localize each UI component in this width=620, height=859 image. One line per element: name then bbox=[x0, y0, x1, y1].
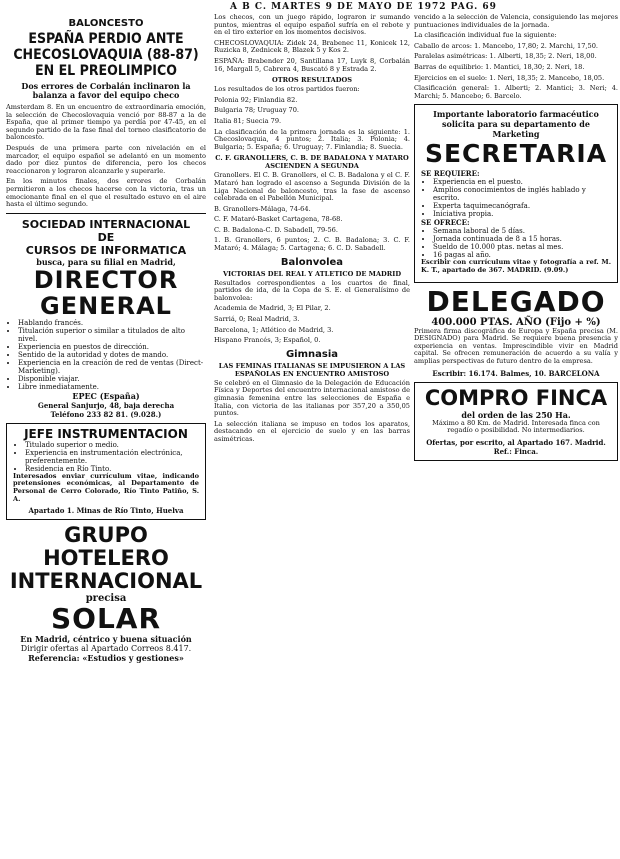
paragraph: En los minutos finales, dos errores de Corbalán permitieron a los checos hacerse con la victoria, tras un emocionante final en el que el resultado estuvo en el aire hasta el último segundo. bbox=[6, 177, 206, 209]
subheading: VICTORIAS DEL REAL Y ATLETICO DE MADRID bbox=[222, 269, 402, 278]
subheading: C. F. GRANOLLERS, C. B. DE BADALONA Y MATARO ASCIENDEN A SEGUNDA bbox=[215, 154, 409, 171]
list-item: • Titulación superior o similar a titulados de alto nivel. bbox=[18, 327, 206, 343]
ad-title: CURSOS DE INFORMATICA bbox=[25, 243, 187, 257]
ad-line: Marketing bbox=[492, 129, 540, 140]
ad-list bbox=[421, 227, 611, 259]
paragraph: Barras de equilibrio: 1. Mantici, 18,30; 2. Neri, 18. bbox=[414, 62, 585, 71]
ad-big: DELEGADO bbox=[426, 284, 606, 318]
ad-address: General Sanjurjo, 48, baja derecha bbox=[37, 400, 175, 410]
list-item: • Experiencia en la creación de red de ventas (Direct-Marketing). bbox=[18, 359, 206, 375]
ad-hotelero bbox=[6, 524, 206, 663]
ad-text: Escribir con currículum vitae y fotografía a ref. M. K. T., apartado de 367. MADRID. (9.09.) bbox=[421, 258, 611, 274]
deck: Dos errores de Corbalán inclinaron la balanza a favor del equipo checo bbox=[21, 81, 191, 100]
ad-line: Importante laboratorio farmacéutico bbox=[433, 109, 599, 120]
ad-big: SOLAR bbox=[50, 602, 162, 636]
ad-delegado bbox=[414, 284, 618, 378]
ad-phone: Teléfono 233 82 81. (9.028.) bbox=[50, 409, 162, 419]
list-item: • Libre inmediatamente. bbox=[18, 383, 206, 391]
ad-big: DIRECTOR GENERAL bbox=[33, 265, 179, 320]
ad-line: GRUPO HOTELERO bbox=[43, 523, 169, 571]
list-item: • 16 pagas al año. bbox=[433, 251, 611, 259]
ad-address: Apartado 1. Minas de Río Tinto, Huelva bbox=[28, 506, 184, 516]
ad-compro-finca bbox=[414, 382, 618, 461]
ad-text: Interesados enviar currículum vitae, indicando pretensiones económicas, al Departamento de Personal de Cerro Colorado, Río Tinto Patiño, S. A. bbox=[13, 471, 199, 503]
page-header: A B C. MARTES 9 DE MAYO DE 1972 PAG. 69 bbox=[230, 2, 497, 12]
list-item: • Experiencia en el puesto. bbox=[433, 178, 611, 186]
list-item: • Sueldo de 10.000 ptas. netas al mes. bbox=[433, 243, 611, 251]
ad-secretaria bbox=[414, 104, 618, 282]
ad-line: Referencia: «Estudios y gestiones» bbox=[28, 653, 184, 664]
ad-text: Primera firma discográfica de Europa y España precisa (M. DESIGNADO) para Madrid. Se requiere buena presencia y experiencia en ventas. Imprescindible vivir en Madrid capital. Se ofrecen remuneración de acuerdo a su valía y amplias perspectivas de futuro dentro de la empresa. bbox=[414, 326, 618, 365]
column-1 bbox=[6, 14, 206, 859]
list-item: • Disponible viajar. bbox=[18, 375, 206, 383]
paragraph: La clasificación de la primera jornada es la siguiente: 1. Checoslovaquia, 4 puntos; 2. Italia; 3. Polonia; 4. Bulgaria; 5. España; 6. Uruguay; 7. Finlandia; 8. Suecia. bbox=[214, 127, 410, 151]
paragraph: La clasificación individual fue la siguiente: bbox=[414, 31, 557, 40]
list-item: • Experiencia en instrumentación electrónica, preferentemente. bbox=[25, 449, 199, 465]
paragraph: Barcelona, 1; Atlético de Madrid, 3. bbox=[214, 325, 334, 334]
divider bbox=[6, 213, 206, 214]
paragraph: Se celebró en el Gimnasio de la Delegación de Educación Física y Deportes del encuentro internacional amistoso de gimnasia femenina entre las selecciones de España e Italia, con victoria de las italianas por 357,20 a 350,05 puntos. bbox=[214, 378, 410, 418]
paragraph: Los resultados de los otros partidos fueron: bbox=[214, 85, 360, 94]
ad-address: Escribir: 16.174. Balmes, 10. BARCELONA bbox=[432, 368, 600, 378]
paragraph: Academia de Madrid, 3; El Pilar, 2. bbox=[214, 304, 331, 313]
column-2 bbox=[214, 14, 410, 859]
section-title: Gimnasia bbox=[285, 348, 339, 360]
ad-line: solicita para su departamento de bbox=[442, 119, 590, 130]
paragraph: Polonia 92; Finlandia 82. bbox=[214, 95, 298, 104]
ad-line: busca, para su filial en Madrid, bbox=[36, 256, 176, 267]
paragraph: Granollers. El C. B. Granollers, el C. B. Badalona y el C. F. Mataró han logrado el ascenso a Segunda División de la Liga Nacional de baloncesto, tras la fase de ascenso celebrada en el Pabellón Municipal. bbox=[214, 171, 410, 203]
ad-text: Máximo a 80 Km. de Madrid. Interesada finca con regadío o posibilidad. No intermediarios. bbox=[432, 418, 600, 435]
list-item: • Hablando francés. bbox=[18, 319, 206, 327]
ad-subheading: SE OFRECE: bbox=[421, 218, 470, 228]
list-item: • Amplios conocimientos de inglés hablado y escrito. bbox=[433, 186, 611, 202]
paragraph: B. Granollers-Málaga, 74-64. bbox=[214, 204, 311, 213]
ad-line: del orden de las 250 Ha. bbox=[461, 409, 571, 420]
paragraph: C. F. Mataró-Basket Cartagena, 78-68. bbox=[214, 215, 343, 224]
paragraph: Paralelas asimétricas: 1. Alberti, 18,35; 2. Neri, 18,00. bbox=[414, 52, 597, 61]
list-item: • Sentido de la autoridad y dotes de mando. bbox=[18, 351, 206, 359]
section-title: BALONCESTO bbox=[68, 18, 144, 29]
ad-list bbox=[13, 441, 199, 473]
paragraph: CHECOSLOVAQUIA: Zidek 24, Brabenec 11, Konicek 12, Ruzicka 8, Zednicek 8, Blazek 5 y Kos 2. bbox=[214, 38, 410, 55]
ad-line: precisa bbox=[85, 593, 127, 605]
ad-line: En Madrid, céntrico y buena situación bbox=[20, 634, 192, 645]
list-item: • Semana laboral de 5 días. bbox=[433, 227, 611, 235]
paragraph: Hispano Francés, 3; Español, 0. bbox=[214, 336, 321, 345]
ad-informatica bbox=[6, 218, 206, 419]
paragraph: vencido a la selección de Valencia, consiguiendo las mejores puntuaciones individuales de la jornada. bbox=[414, 14, 618, 29]
paragraph: Los checos, con un juego rápido, lograron ir sumando puntos, mientras el equipo español sufría en el rebote y en el tiro exterior en los momentos decisivos. bbox=[214, 14, 410, 37]
section-title: Balonvolea bbox=[280, 256, 344, 268]
ad-list bbox=[6, 319, 206, 391]
ad-line: 400.000 PTAS. AÑO (Fijo + %) bbox=[431, 316, 601, 328]
paragraph: ESPAÑA: Brabender 20, Santillana 17, Luyk 8, Corbalán 16, Margall 5, Cabrera 4, Buscató 8 y Estrada 2. bbox=[214, 56, 410, 73]
ad-address: Ofertas, por escrito, al Apartado 167. Madrid. Ref.: Finca. bbox=[426, 437, 606, 456]
paragraph: La selección italiana se impuso en todos los aparatos, destacando en el ejercicio de suelo y en las barras asimétricas. bbox=[214, 419, 410, 443]
ad-title: JEFE INSTRUMENTACION bbox=[24, 426, 188, 441]
paragraph: Italia 81; Suecia 79. bbox=[214, 116, 282, 125]
paragraph: Clasificación general: 1. Alberti; 2. Mantici; 3. Neri; 4. Marchi; 5. Mancebo; 6. Barcelo. bbox=[414, 84, 618, 100]
paragraph: C. B. Badalona-C. D. Sabadell, 79-56. bbox=[214, 225, 338, 234]
ad-subheading: SE REQUIERE: bbox=[421, 169, 480, 179]
list-item: • Residencia en Río Tinto. bbox=[25, 465, 199, 473]
list-item: • Experta taquimecanógrafa. bbox=[433, 202, 611, 210]
list-item: • Jornada continuada de 8 a 15 horas. bbox=[433, 235, 611, 243]
ad-list bbox=[421, 178, 611, 218]
ad-big: SECRETARIA bbox=[424, 139, 608, 169]
ad-big: COMPRO FINCA bbox=[424, 385, 608, 410]
ad-title: SOCIEDAD INTERNACIONAL bbox=[21, 217, 191, 231]
paragraph: Sarriá, 0; Real Madrid, 3. bbox=[214, 315, 300, 324]
headline: ESPAÑA PERDIO ANTE CHECOSLOVAQUIA (88-87) EN EL PREOLIMPICO bbox=[13, 31, 199, 79]
ad-line: Dirigir ofertas al Apartado Correos 8.417. bbox=[20, 644, 192, 654]
subheading: OTROS RESULTADOS bbox=[272, 76, 352, 85]
list-item: • Titulado superior o medio. bbox=[25, 441, 199, 449]
paragraph: Caballo de arcos: 1. Mancebo, 17,80; 2. Marchi, 17,50. bbox=[414, 41, 599, 50]
paragraph: Resultados correspondientes a los cuartos de final, partidos de ida, de la Copa de S. E. el Generalísimo de balonvolea: bbox=[214, 278, 410, 302]
list-item: • Experiencia en puestos de dirección. bbox=[18, 343, 206, 351]
subheading: LAS FEMINAS ITALIANAS SE IMPUSIERON A LAS ESPAÑOLAS EN ENCUENTRO AMISTOSO bbox=[218, 361, 406, 378]
ad-title: DE bbox=[97, 230, 115, 244]
paragraph: Después de una primera parte con nivelación en el marcador, el equipo español se adelantó en un momento dado por diez puntos de diferencia, pero los checos reaccionaron y lograron alcanzarle y superarle. bbox=[6, 143, 206, 175]
ad-instrumentacion bbox=[6, 423, 206, 520]
paragraph: Bulgaria 78; Uruguay 70. bbox=[214, 106, 300, 115]
paragraph: 1. B. Granollers, 6 puntos; 2. C. B. Badalona; 3. C. F. Mataró; 4. Málaga; 5. Cartagena; 6. C. D. Sabadell. bbox=[214, 236, 410, 253]
paragraph: Ejercicios en el suelo: 1. Neri, 18,35; 2. Mancebo, 18,05. bbox=[414, 73, 605, 82]
column-3 bbox=[414, 14, 618, 859]
paragraph: Amsterdam 8. En un encuentro de extraordinaria emoción, la selección de Checoslovaquia venció por 88-87 a la de España, que al primer tiempo ya perdía por 47-45, en el segundo partido de la fase final del torneo clasificatorio de baloncesto. bbox=[6, 103, 206, 142]
list-item: • Iniciativa propia. bbox=[433, 210, 611, 218]
ad-line: INTERNACIONAL bbox=[9, 569, 203, 594]
ad-signature: EPEC (España) bbox=[72, 390, 140, 401]
